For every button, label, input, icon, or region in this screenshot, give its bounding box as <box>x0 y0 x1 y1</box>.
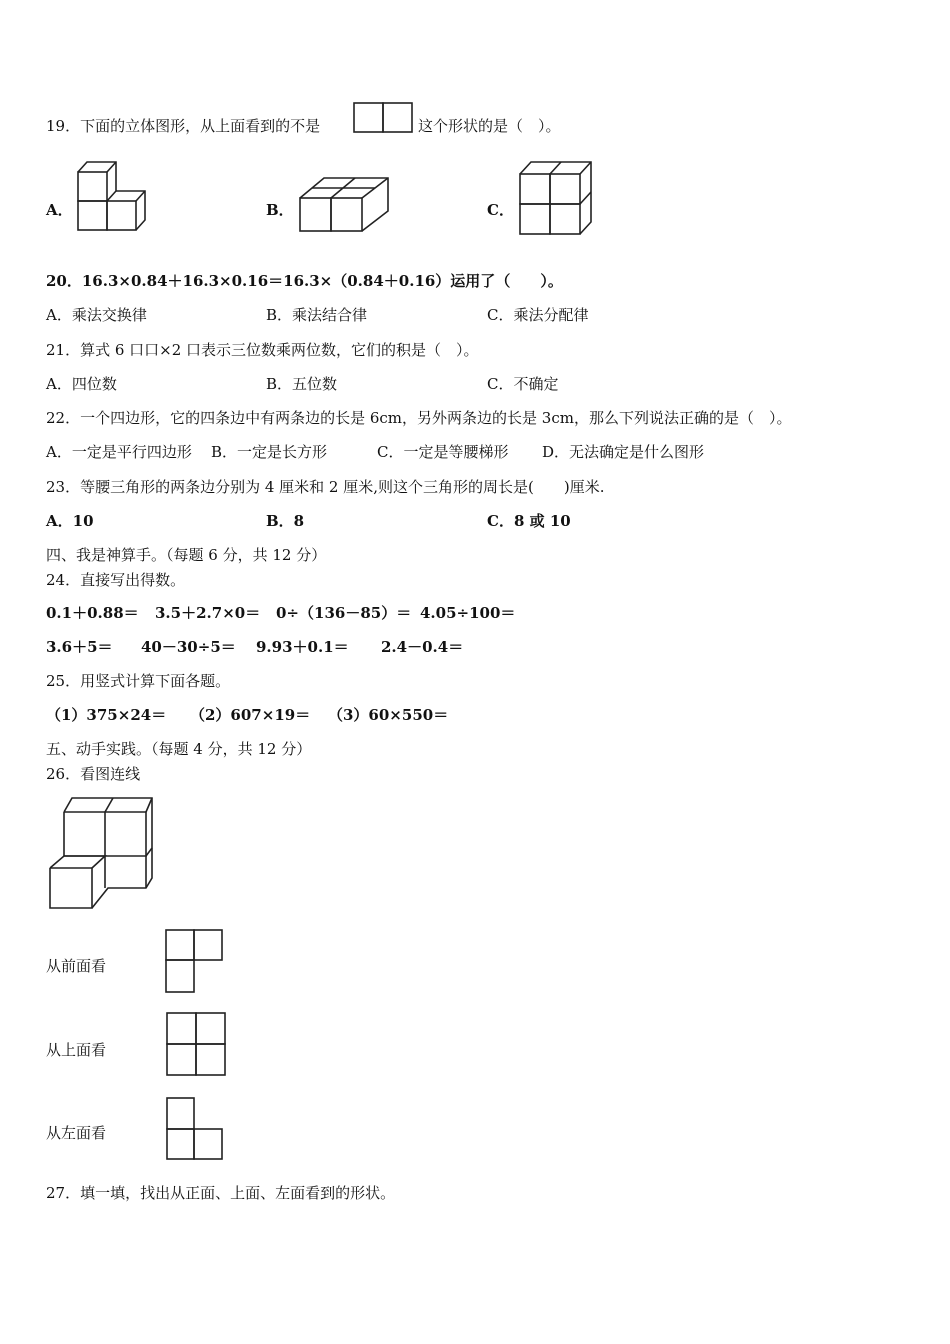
q22-option-d[interactable]: D．无法确定是什么图形 <box>542 443 705 461</box>
q25-item-3: （3）60×550＝ <box>328 706 449 724</box>
q26-front-view-shape <box>164 928 226 994</box>
q23-option-c[interactable]: C．8 或 10 <box>487 512 571 530</box>
q19-figure-c <box>518 160 598 240</box>
q26-view-left-label: 从左面看 <box>46 1124 107 1142</box>
q20-stem: 20．16.3×0.84＋16.3×0.16＝16.3×（0.84＋0.16）运用了（ ）。 <box>46 272 563 290</box>
q26-top-view-shape <box>165 1011 227 1079</box>
q25-item-2: （2）607×19＝ <box>190 706 311 724</box>
q19-suffix: 这个形状的是（ ）。 <box>418 117 561 135</box>
q20-option-c[interactable]: C．乘法分配律 <box>487 306 589 324</box>
q24-item-8: 2.4－0.4＝ <box>381 638 464 656</box>
q22-stem: 22．一个四边形，它的四条边中有两条边的长是 6cm，另外两条边的长是 3cm，那么下列说法正确的是（ ）。 <box>46 409 792 427</box>
q19-prefix: 19．下面的立体图形，从上面看到的不是 <box>46 117 321 135</box>
q19-option-b[interactable]: B． <box>266 201 294 219</box>
q24-item-1: 0.1＋0.88＝ <box>46 604 139 622</box>
q24-item-2: 3.5＋2.7×0＝ <box>155 604 261 622</box>
q24-item-6: 40－30÷5＝ <box>141 638 236 656</box>
q26-left-view-shape <box>165 1096 227 1164</box>
q21-stem: 21．算式 6 口口×2 口表示三位数乘两位数，它们的积是（ ）。 <box>46 341 479 359</box>
q21-option-c[interactable]: C．不确定 <box>487 375 559 393</box>
q24-item-7: 9.93＋0.1＝ <box>256 638 349 656</box>
q24-item-5: 3.6＋5＝ <box>46 638 113 656</box>
q19-figure-b <box>298 176 394 236</box>
q19-option-c[interactable]: C． <box>487 201 514 219</box>
q22-option-a[interactable]: A．一定是平行四边形 <box>46 443 192 461</box>
q26-solid-figure <box>46 796 158 912</box>
q20-option-b[interactable]: B．乘法结合律 <box>266 306 368 324</box>
q27-stem: 27．填一填，找出从正面、上面、左面看到的形状。 <box>46 1184 396 1202</box>
q25-item-1: （1）375×24＝ <box>46 706 167 724</box>
q23-stem: 23．等腰三角形的两条边分别为 4 厘米和 2 厘米,则这个三角形的周长是( )厘米. <box>46 478 605 496</box>
q24-item-3: 0÷（136－85）＝ <box>276 604 412 622</box>
q21-option-a[interactable]: A．四位数 <box>46 375 117 393</box>
q23-option-b[interactable]: B．8 <box>266 512 305 530</box>
section-4-heading: 四、我是神算手。（每题 6 分，共 12 分） <box>46 546 327 564</box>
q20-option-a[interactable]: A．乘法交换律 <box>46 306 147 324</box>
q25-stem: 25．用竖式计算下面各题。 <box>46 672 231 690</box>
q24-item-4: 4.05÷100＝ <box>420 604 516 622</box>
q23-option-a[interactable]: A．10 <box>46 512 94 530</box>
q22-option-b[interactable]: B．一定是长方形 <box>211 443 328 461</box>
q19-reference-shape <box>353 102 415 134</box>
q26-stem: 26．看图连线 <box>46 765 141 783</box>
q22-option-c[interactable]: C．一定是等腰梯形 <box>377 443 509 461</box>
section-5-heading: 五、动手实践。（每题 4 分，共 12 分） <box>46 740 312 758</box>
q26-view-top-label: 从上面看 <box>46 1041 107 1059</box>
q19-stem <box>46 115 320 136</box>
q26-view-front-label: 从前面看 <box>46 957 107 975</box>
q21-option-b[interactable]: B．五位数 <box>266 375 338 393</box>
q19-figure-a <box>76 160 156 236</box>
q19-option-a[interactable]: A． <box>46 201 73 219</box>
q24-stem: 24．直接写出得数。 <box>46 571 186 589</box>
